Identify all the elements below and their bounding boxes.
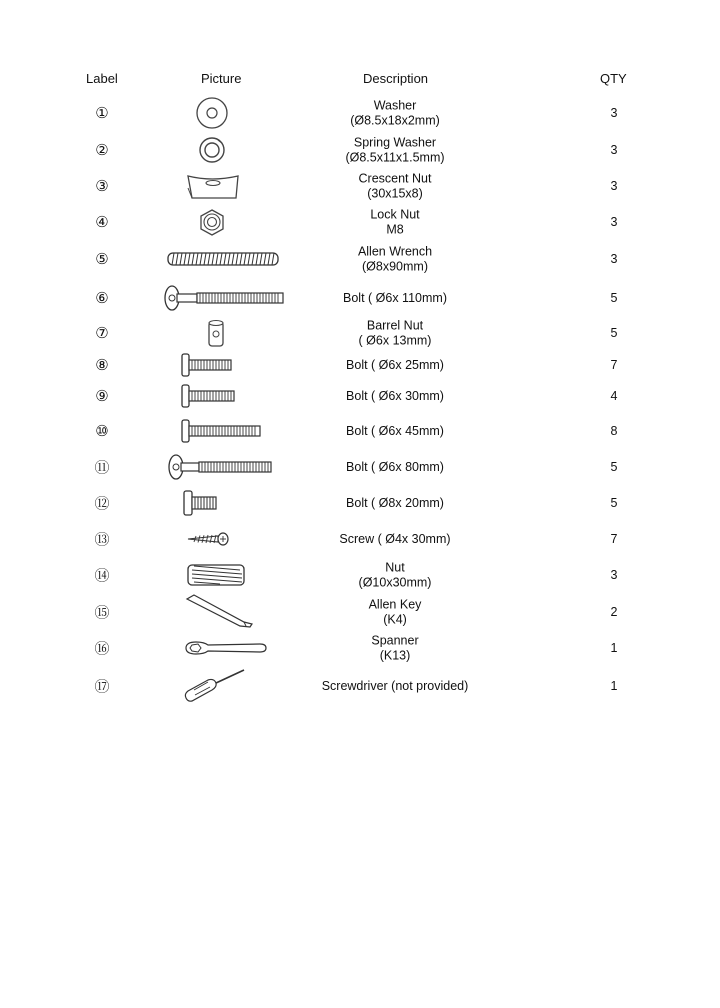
row-description: Spring Washer (Ø8.5x11x1.5mm) — [345, 135, 445, 164]
row-label: ⑯ — [94, 640, 110, 658]
row-description: Washer (Ø8.5x18x2mm) — [350, 98, 440, 127]
row-description: Bolt ( Ø6x 110mm) — [343, 290, 447, 305]
row-description: Crescent Nut (30x15x8) — [358, 171, 432, 200]
bolt-20-icon — [160, 483, 290, 523]
row-label: ⑭ — [94, 567, 110, 585]
crescent-nut-icon — [160, 166, 290, 206]
row-description: Barrel Nut ( Ø6x 13mm) — [358, 318, 432, 347]
row-qty: 8 — [610, 424, 618, 438]
row-label: ① — [95, 105, 109, 122]
row-label: ⑥ — [95, 290, 109, 307]
row-qty: 3 — [610, 179, 618, 193]
header-qty: QTY — [600, 71, 627, 86]
bolt-45-icon — [160, 411, 290, 451]
row-label: ⑪ — [94, 459, 110, 477]
row-qty: 5 — [610, 326, 618, 340]
row-description: Bolt ( Ø6x 25mm) — [346, 357, 444, 372]
row-description: Screwdriver (not provided) — [321, 678, 469, 693]
row-qty: 4 — [610, 389, 618, 403]
row-description: Bolt ( Ø6x 45mm) — [346, 423, 444, 438]
bolt-80-icon — [160, 447, 290, 487]
row-label: ⑦ — [95, 325, 109, 342]
row-description: Nut (Ø10x30mm) — [358, 560, 432, 589]
row-qty: 7 — [610, 358, 618, 372]
row-qty: 3 — [610, 568, 618, 582]
row-description: Bolt ( Ø6x 80mm) — [346, 459, 444, 474]
dowel-nut-icon — [160, 555, 290, 595]
header-picture: Picture — [201, 71, 242, 86]
row-label: ③ — [95, 178, 109, 195]
long-bolt-icon — [160, 278, 290, 318]
threaded-rod-icon — [160, 239, 290, 279]
header-label: Label — [86, 71, 118, 86]
spring-washer-icon — [160, 130, 290, 170]
row-label: ⑫ — [94, 495, 110, 513]
row-qty: 3 — [610, 106, 618, 120]
row-qty: 3 — [610, 252, 618, 266]
screw-icon — [160, 519, 290, 559]
row-description: Allen Key (K4) — [368, 597, 422, 626]
row-description: Allen Wrench (Ø8x90mm) — [357, 244, 433, 273]
row-label: ⑨ — [95, 388, 109, 405]
row-qty: 2 — [610, 605, 618, 619]
row-description: Screw ( Ø4x 30mm) — [339, 531, 451, 546]
row-description: Bolt ( Ø8x 20mm) — [346, 495, 444, 510]
row-label: ④ — [95, 214, 109, 231]
row-qty: 5 — [610, 291, 618, 305]
screwdriver-icon — [160, 666, 290, 706]
row-qty: 3 — [610, 215, 618, 229]
row-qty: 7 — [610, 532, 618, 546]
row-qty: 1 — [610, 641, 618, 655]
spanner-icon — [160, 628, 290, 668]
lock-nut-icon — [160, 202, 290, 242]
bolt-30-icon — [160, 376, 290, 416]
row-label: ⑧ — [95, 357, 109, 374]
row-qty: 5 — [610, 496, 618, 510]
row-qty: 3 — [610, 143, 618, 157]
washer-icon — [160, 93, 290, 133]
row-label: ⑤ — [95, 251, 109, 268]
row-label: ② — [95, 142, 109, 159]
row-label: ⑰ — [94, 678, 110, 696]
row-label: ⑮ — [94, 604, 110, 622]
row-description: Bolt ( Ø6x 30mm) — [346, 388, 444, 403]
row-label: ⑩ — [95, 423, 109, 440]
row-label: ⑬ — [94, 531, 110, 549]
header-description: Description — [363, 71, 429, 86]
row-description: Lock Nut M8 — [370, 207, 420, 236]
allen-key-icon — [160, 592, 290, 632]
row-description: Spanner (K13) — [371, 633, 419, 662]
row-qty: 1 — [610, 679, 618, 693]
row-qty: 5 — [610, 460, 618, 474]
